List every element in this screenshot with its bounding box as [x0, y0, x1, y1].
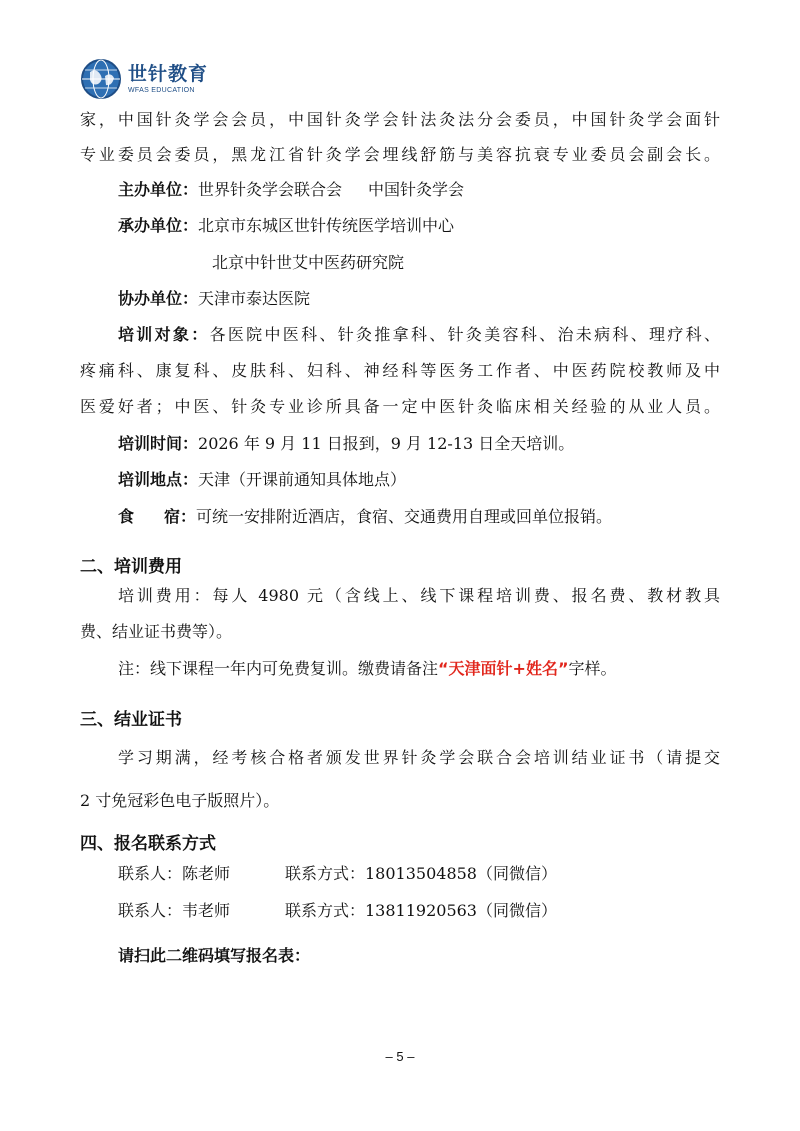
organizer-value-2: 北京中针世艾中医药研究院 [212, 253, 405, 272]
lodging-row [118, 507, 612, 527]
organizer-value-1: 北京市东城区世针传统医学培训中心 [198, 216, 455, 235]
time-row [118, 434, 574, 454]
organizer-row [118, 216, 454, 236]
target-line-3: 医爱好者；中医、针灸专业诊所具备一定中医针灸临床相关经验的从业人员。 [80, 397, 720, 416]
time-label: 培训时间： [118, 434, 199, 453]
fee-note-text: 注：线下课程一年内可免费复训。缴费请备注 [118, 659, 439, 678]
globe-icon [80, 58, 122, 100]
contact-row [118, 901, 230, 921]
place-value: 天津（开课前通知具体地点） [198, 470, 407, 489]
section-4-heading: 四、报名联系方式 [80, 834, 216, 854]
intro-line-2: 专业委员会委员，黑龙江省针灸学会埋线舒筋与美容抗衰专业委员会副会长。 [80, 145, 720, 164]
place-label: 培训地点： [118, 470, 199, 489]
intro-line-1: 家，中国针灸学会会员，中国针灸学会针法灸法分会委员，中国针灸学会面针 [80, 110, 720, 129]
target-line-1: 各医院中医科、针灸推拿科、针灸美容科、治未病科、理疗科、 [209, 325, 720, 344]
lodging-value: 可统一安排附近酒店，食宿、交通费用自理或回单位报销。 [196, 507, 613, 526]
host-value-1: 世界针灸学会联合会 [198, 180, 343, 199]
target-label: 培训对象： [118, 325, 210, 344]
co-organizer-label: 协办单位： [118, 289, 199, 308]
fee-line-2: 费、结业证书费等）。 [80, 622, 233, 641]
time-value: 2026 年 9 月 11 日报到，9 月 12-13 日全天培训。 [198, 434, 575, 453]
wfas-education-logo [80, 58, 208, 100]
qr-prompt: 请扫此二维码填写报名表： [118, 946, 311, 965]
lodging-label-1: 食 [118, 507, 135, 526]
contact-method: 联系方式：13811920563（同微信） [285, 901, 557, 920]
contact-method: 联系方式：18013504858（同微信） [285, 864, 557, 883]
target-line-2: 疼痛科、康复科、皮肤科、妇科、神经科等医务工作者、中医药院校教师及中 [80, 361, 720, 380]
target-row [118, 325, 720, 345]
fee-note-suffix: 字样。 [568, 659, 617, 678]
lodging-label-2: 宿： [164, 507, 197, 526]
page-number: – 5 – [385, 1049, 415, 1064]
fee-note [118, 659, 616, 679]
organizer-label: 承办单位： [118, 216, 199, 235]
contact-row [118, 864, 230, 884]
certificate-line-1: 学习期满，经考核合格者颁发世界针灸学会联合会培训结业证书（请提交 [118, 748, 720, 767]
place-row [118, 470, 406, 490]
host-row [118, 180, 464, 200]
remark-highlight: “天津面针+姓名” [438, 659, 569, 678]
section-3-heading: 三、结业证书 [80, 710, 182, 730]
section-2-heading: 二、培训费用 [80, 557, 182, 577]
host-label: 主办单位： [118, 180, 199, 199]
co-organizer-row [118, 289, 310, 309]
contact-person: 联系人：陈老师 [118, 864, 231, 883]
logo-name-cn: 世针教育 [128, 62, 209, 85]
logo-name-en: WFAS EDUCATION [128, 86, 195, 94]
fee-line-1: 培训费用：每人 4980 元（含线上、线下课程培训费、报名费、教材教具 [118, 586, 720, 605]
co-organizer-value: 天津市泰达医院 [198, 289, 311, 308]
host-value-2: 中国针灸学会 [368, 180, 465, 199]
contact-person: 联系人：韦老师 [118, 901, 231, 920]
certificate-line-2: 2 寸免冠彩色电子版照片）。 [80, 791, 280, 810]
